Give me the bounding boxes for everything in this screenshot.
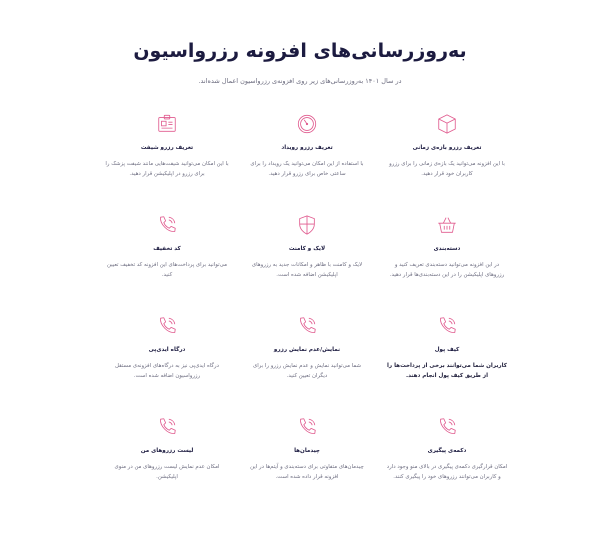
feature-description: با این افزونه می‌توانید یک بازه‌ی زمانی را برای رزرو کاربران خود قرار دهید. [389,161,505,177]
feature-card [97,211,237,312]
basket-icon [436,214,458,236]
features-grid [97,110,517,520]
feature-card [237,211,377,312]
feature-title: دکمه‌ی پیگیری [427,448,467,454]
phone-icon [296,416,318,438]
feature-description: کاربران شما می‌توانند برخی از پرداخت‌ها را از طریق کیف پول انجام دهند. [387,363,507,379]
feature-card [237,312,377,413]
id-card-icon [156,113,178,135]
feature-description: در این افزونه می‌توانید دسته‌بندی تعریف کنید و رزروهای اپلیکیشن را در این دسته‌بندی‌ها قرار دهید. [389,262,505,278]
phone-icon [436,315,458,337]
feature-title: لایک و کامنت [288,246,326,252]
feature-card [237,110,377,211]
feature-card [377,413,517,514]
feature-title: کیف پول [434,347,460,353]
feature-description: چیدمان‌های متفاوتی برای دسته‌بندی و آیتم‌ها در این افزونه قرار داده شده است. [250,464,364,480]
shield-icon [296,214,318,236]
feature-description: لایک و کامنت با ظاهر و امکانات جدید به رزروهای اپلیکیشن اضافه شده است. [251,262,363,278]
feature-description: شما می‌توانید نمایش و عدم نمایش رزرو را برای دیگران تعیین کنید. [252,363,362,379]
feature-description: امکان عدم نمایش لیست رزروهای من در منوی اپلیکیشن. [114,464,220,480]
feature-card [377,211,517,312]
feature-title: نمایش/عدم نمایش رزرو [273,347,341,353]
feature-description: با این امکان می‌توانید شیفت‌هایی مانند شیفت پزشک را برای رزرو در اپلیکیشن قرار دهید. [105,161,229,177]
feature-title: تعریف رزرو بازه‌ی زمانی [412,145,482,151]
feature-card [237,413,377,514]
feature-card [377,110,517,211]
phone-icon [156,315,178,337]
box-icon [436,113,458,135]
feature-title: کد تخفیف [153,246,181,252]
feature-card [97,312,237,413]
feature-title: لیست رزروهای من [140,448,194,454]
feature-card [97,110,237,211]
page-title: به‌روزرسانی‌های افزونه رزرواسیون [133,40,467,62]
feature-title: تعریف رزرو رویداد [281,145,333,151]
feature-description: می‌توانید برای پرداخت‌های این افزونه کد تخفیف تعیین کنید. [107,262,227,278]
feature-card [97,413,237,514]
feature-description: با استفاده از این امکان می‌توانید یک رویداد را برای ساعتی خاص برای رزرو قرار دهید. [250,161,364,177]
feature-description: درگاه ایدی‌پی نیز به درگاه‌های افزونه‌ی مستقل رزرواسیون اضافه شده است. [115,363,219,379]
feature-title: تعریف رزرو شیفت [140,145,194,151]
phone-icon [156,214,178,236]
feature-title: درگاه ایدی‌پی [148,347,186,353]
feature-description: امکان قرارگیری دکمه‌ی پیگیری در بالای منو وجود دارد و کاربران می‌توانند رزروهای خود را پیگیری کنند. [386,464,508,480]
feature-title: چیدمان‌ها [294,448,320,454]
feature-title: دسته‌بندی [433,246,461,252]
phone-icon [156,416,178,438]
page-subtitle: در سال ۱۴۰۱ به‌روزرسانی‌های زیر روی افزونه‌ی رزرواسیون اعمال شده‌اند. [198,77,402,85]
phone-icon [436,416,458,438]
clock-icon [296,113,318,135]
phone-icon [296,315,318,337]
feature-card [377,312,517,413]
